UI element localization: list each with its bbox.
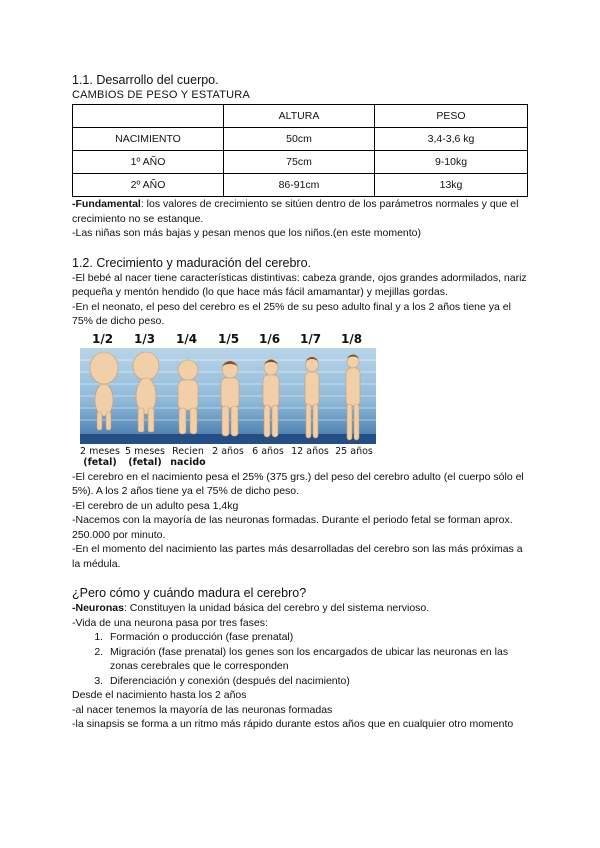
list-item: 1. Formación o producción (fase prenatal) bbox=[106, 630, 530, 645]
paragraph-brain-weight-birth: -El cerebro en el nacimiento pesa el 25% (375 grs.) del peso del cerebro adulto (el cuerpo sólo el 5%). A los 2 años tiene ya el 75% de dicho peso. bbox=[72, 470, 524, 497]
age-label: 12 años bbox=[291, 445, 329, 457]
age-label: Recien nacido bbox=[170, 445, 206, 468]
paragraph-newborn: -El bebé al nacer tiene características distintivas: cabeza grande, ojos grandes adormilados, nariz pequeña y mentón hendido (lo que hace más fácil amamantar) y mejillas gordas. bbox=[72, 271, 527, 298]
age-labels bbox=[78, 446, 378, 470]
fraction-label: 1/7 bbox=[300, 331, 322, 346]
body-figures-illustration bbox=[80, 348, 376, 444]
table-cell: 9-10kg bbox=[375, 151, 528, 174]
table-cell: 50cm bbox=[224, 128, 375, 151]
table-row bbox=[73, 174, 528, 197]
table-header-altura: ALTURA bbox=[224, 105, 375, 128]
table-row bbox=[73, 151, 528, 174]
fraction-label: 1/3 bbox=[134, 331, 156, 346]
paragraph-adult-brain: -El cerebro de un adulto pesa 1,4kg bbox=[72, 499, 239, 512]
table-row bbox=[73, 128, 528, 151]
neurons-text: : Constituyen la unidad básica del cerebro y del sistema nervioso. bbox=[123, 602, 430, 614]
girls-note: -Las niñas son más bajas y pesan menos que los niños.(en este momento) bbox=[72, 227, 422, 239]
table-caption: CAMBIOS DE PESO Y ESTATURA bbox=[72, 89, 250, 101]
age-label: 5 meses (fetal) bbox=[125, 445, 165, 468]
figure-background bbox=[80, 348, 376, 444]
table-header-row bbox=[73, 105, 528, 128]
table-cell: 1º AÑO bbox=[73, 151, 224, 174]
age-label: 2 meses (fetal) bbox=[80, 445, 120, 468]
fraction-label: 1/6 bbox=[259, 331, 281, 346]
table-cell: 86-91cm bbox=[224, 174, 375, 197]
fraction-label: 1/8 bbox=[341, 331, 363, 346]
fetus-2-months-figure bbox=[90, 352, 118, 430]
paragraph-birth-to-two: Desde el nacimiento hasta los 2 años bbox=[72, 689, 247, 701]
table-header-peso: PESO bbox=[375, 105, 528, 128]
child-12-years-figure bbox=[305, 358, 319, 438]
phases-intro: -Vida de una neurona pasa por tres fases: bbox=[72, 616, 268, 629]
fundamental-label: -Fundamental bbox=[72, 198, 141, 210]
section-3-title: ¿Pero cómo y cuándo madura el cerebro? bbox=[72, 586, 307, 600]
table-cell: 75cm bbox=[224, 151, 375, 174]
paragraph-neonate-brain: -En el neonato, el peso del cerebro es el 25% de su peso adulto final y a los 2 años tiene ya el 75% de dicho peso. bbox=[72, 300, 511, 327]
table-cell: 3,4-3,6 kg bbox=[375, 128, 528, 151]
fraction-label: 1/2 bbox=[92, 331, 114, 346]
paragraph-synapse: -la sinapsis se forma a un ritmo más rápido durante estos años que en cualquier otro momento bbox=[72, 718, 514, 730]
neurons-paragraph bbox=[72, 601, 530, 616]
fraction-label: 1/5 bbox=[218, 331, 240, 346]
fundamental-text: : los valores de crecimiento se sitúen dentro de los parámetros normales y que el crecimiento no se estanque. bbox=[72, 198, 519, 225]
paragraph-neurons-formed: -al nacer tenemos la mayoría de las neuronas formadas bbox=[72, 703, 333, 716]
table-cell: 2º AÑO bbox=[73, 174, 224, 197]
fundamental-paragraph bbox=[72, 197, 530, 226]
age-label: 2 años bbox=[212, 445, 244, 457]
table-header-empty bbox=[73, 105, 224, 128]
paragraph-neurons-birth: -Nacemos con la mayoría de las neuronas formadas. Durante el periodo fetal se forman aprox. 250.000 por minuto. bbox=[72, 514, 513, 541]
body-proportions-figure bbox=[78, 332, 378, 468]
table-cell: NACIMIENTO bbox=[73, 128, 224, 151]
section-2-title: 1.2. Crecimiento y maduración del cerebro. bbox=[72, 255, 312, 270]
child-6-years-figure bbox=[263, 361, 279, 437]
adult-25-years-figure bbox=[346, 356, 360, 440]
fraction-label: 1/4 bbox=[176, 331, 198, 346]
list-item: 2. Migración (fase prenatal) los genes son los encargados de ubicar las neuronas en las zonas cerebrales que le corresponden bbox=[106, 645, 530, 674]
growth-table bbox=[72, 104, 528, 197]
phases-list bbox=[72, 630, 530, 688]
section-1-title: 1.1. Desarrollo del cuerpo. bbox=[72, 73, 219, 87]
table-cell: 13kg bbox=[375, 174, 528, 197]
list-item: 3. Diferenciación y conexión (después del nacimiento) bbox=[106, 674, 530, 689]
newborn-figure bbox=[178, 360, 198, 434]
fraction-labels bbox=[78, 332, 378, 346]
child-2-years-figure bbox=[221, 362, 239, 436]
age-label: 25 años bbox=[335, 445, 373, 457]
age-label: 6 años bbox=[252, 445, 284, 457]
paragraph-developed-parts: -En el momento del nacimiento las partes más desarrolladas del cerebro son las más próximas a la médula. bbox=[72, 543, 523, 570]
document-page bbox=[72, 72, 530, 732]
neurons-label: -Neuronas bbox=[72, 602, 124, 614]
